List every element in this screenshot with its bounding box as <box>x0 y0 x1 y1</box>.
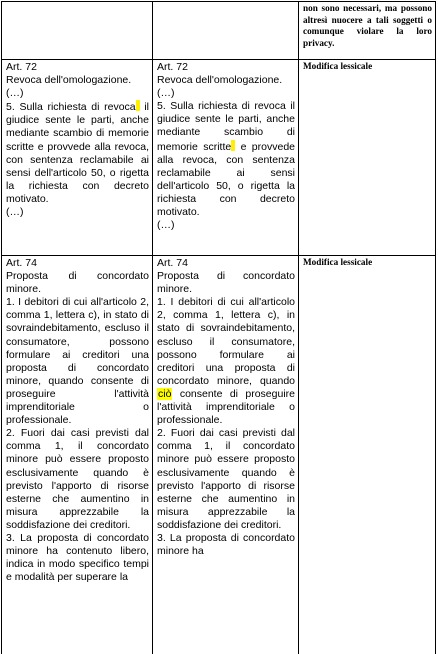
cell-amended-art74 <box>153 256 299 654</box>
article-heading: Revoca dell'omologazione. <box>6 74 132 87</box>
cell-original-empty <box>2 2 153 60</box>
comparison-table <box>1 1 436 654</box>
paragraph-part: 5. Sulla richiesta di revoca <box>6 101 136 114</box>
paragraph-part: 1. I debitori di cui all'articolo 2, comma 1, lettera c), in stato di sovraindebitamento, escluso il consumatore, possono formulare ai creditori una proposta di concordato minore, quando <box>157 296 295 387</box>
article-heading: Proposta di concordato minore. <box>157 270 295 296</box>
cell-original-art74 <box>2 256 153 654</box>
paragraph <box>157 296 295 427</box>
paragraph: 3. La proposta di concordato minore ha <box>157 531 295 558</box>
paragraph <box>157 100 295 219</box>
article-title: Art. 74 <box>6 257 37 269</box>
article-heading: Revoca dell'omologazione. <box>157 74 283 87</box>
cell-original-art72 <box>2 60 153 256</box>
document-page <box>1 1 437 654</box>
paragraph-part: e provvede alla revoca, con sentenza reclamabile ai sensi dell'articolo 50, o rigetta la richiesta con decreto motivato. <box>157 140 295 219</box>
ellipsis: (…) <box>157 87 175 100</box>
article-title: Art. 74 <box>157 257 188 269</box>
table-row <box>2 2 436 60</box>
table-row <box>2 60 436 256</box>
table-row <box>2 256 436 654</box>
ellipsis: (…) <box>157 219 175 232</box>
paragraph-part: 5. Sulla richiesta di revoca il giudice sente le parti, anche mediante scambio di memorie scritte <box>157 100 295 153</box>
note-text: non sono necessari, ma possono altresì nuocere a tali soggetti o comunque violare la loro privacy. <box>303 3 432 48</box>
article-title: Art. 72 <box>6 61 37 73</box>
cell-amended-art72 <box>153 60 299 256</box>
ellipsis: (…) <box>6 87 24 100</box>
paragraph <box>6 100 149 206</box>
article-title: Art. 72 <box>157 61 188 73</box>
highlighted-change: ciò <box>158 387 172 400</box>
paragraph: 2. Fuori dai casi previsti dal comma 1, il concordato minore può essere proposto esclusivamente quando è previsto l'apporto di risorse esterne che aumentino in misura apprezzabile la soddisfazione dei creditori. <box>157 427 295 531</box>
paragraph-part: il giudice sente le parti, anche mediante scambio di memorie scritte e provvede alla revoca, con sentenza reclamabile ai sensi dell'articolo 50, o rigetta la richiesta con decreto motivato. <box>6 101 149 205</box>
cell-amended-empty <box>153 2 299 60</box>
paragraph-part: consente di proseguire l'attività imprenditoriale o professionale. <box>157 387 295 427</box>
note-text: Modifica lessicale <box>303 257 373 267</box>
paragraph: 1. I debitori di cui all'articolo 2, comma 1, lettera c), in stato di sovraindebitamento, escluso il consumatore, possono formulare ai creditori una proposta di concordato minore, quando consente di proseguire l'attività imprenditoriale o professionale. <box>6 296 149 427</box>
paragraph: 3. La proposta di concordato minore ha contenuto libero, indica in modo specifico tempi e modalità per superare la <box>6 531 149 584</box>
ellipsis: (…) <box>6 206 24 219</box>
paragraph: 2. Fuori dai casi previsti dal comma 1, il concordato minore può essere proposto esclusivamente quando è previsto l'apporto di risorse esterne che aumentino in misura apprezzabile la soddisfazione dei creditori. <box>6 427 149 531</box>
cell-note <box>299 2 436 60</box>
article-heading: Proposta di concordato minore. <box>6 270 149 296</box>
cell-note <box>299 60 436 256</box>
cell-note <box>299 256 436 654</box>
note-text: Modifica lessicale <box>303 61 373 71</box>
